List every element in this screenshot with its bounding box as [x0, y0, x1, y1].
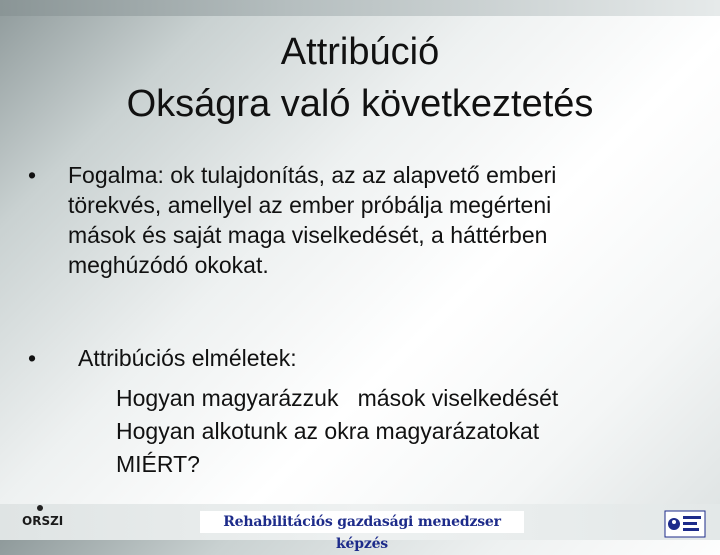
bullet-marker: • — [28, 162, 37, 188]
bullet-line: Fogalma: ok tulajdonítás, az az alapvető emberi — [68, 162, 557, 188]
sub-line-3: MIÉRT? — [116, 451, 200, 477]
bullet-line: mások és saját maga viselkedését, a háttérben — [68, 222, 548, 248]
bullet-marker: • — [28, 345, 37, 371]
slide-title — [0, 26, 720, 130]
bullet-text — [68, 160, 688, 280]
bullet-line: meghúzódó okokat. — [68, 252, 269, 278]
title-line-1: Attribúció — [280, 31, 440, 73]
title-line-2: Okságra való következtetés — [126, 83, 594, 125]
bullet-text: Attribúciós elméletek: — [78, 345, 297, 371]
orszi-logo — [22, 510, 62, 532]
institution-logo-icon — [664, 510, 706, 538]
sub-line-2: Hogyan alkotunk az okra magyarázatokat — [116, 418, 540, 444]
footer-caption: Rehabilitációs gazdasági menedzser képzés — [200, 511, 524, 533]
sub-line-1: Hogyan magyarázzuk mások viselkedését — [116, 385, 559, 411]
top-band — [0, 0, 720, 16]
logo-dot-icon — [37, 505, 43, 511]
orszi-logo-text: ORSZI — [22, 514, 64, 528]
bullet-line: törekvés, amellyel az ember próbálja megérteni — [68, 192, 552, 218]
